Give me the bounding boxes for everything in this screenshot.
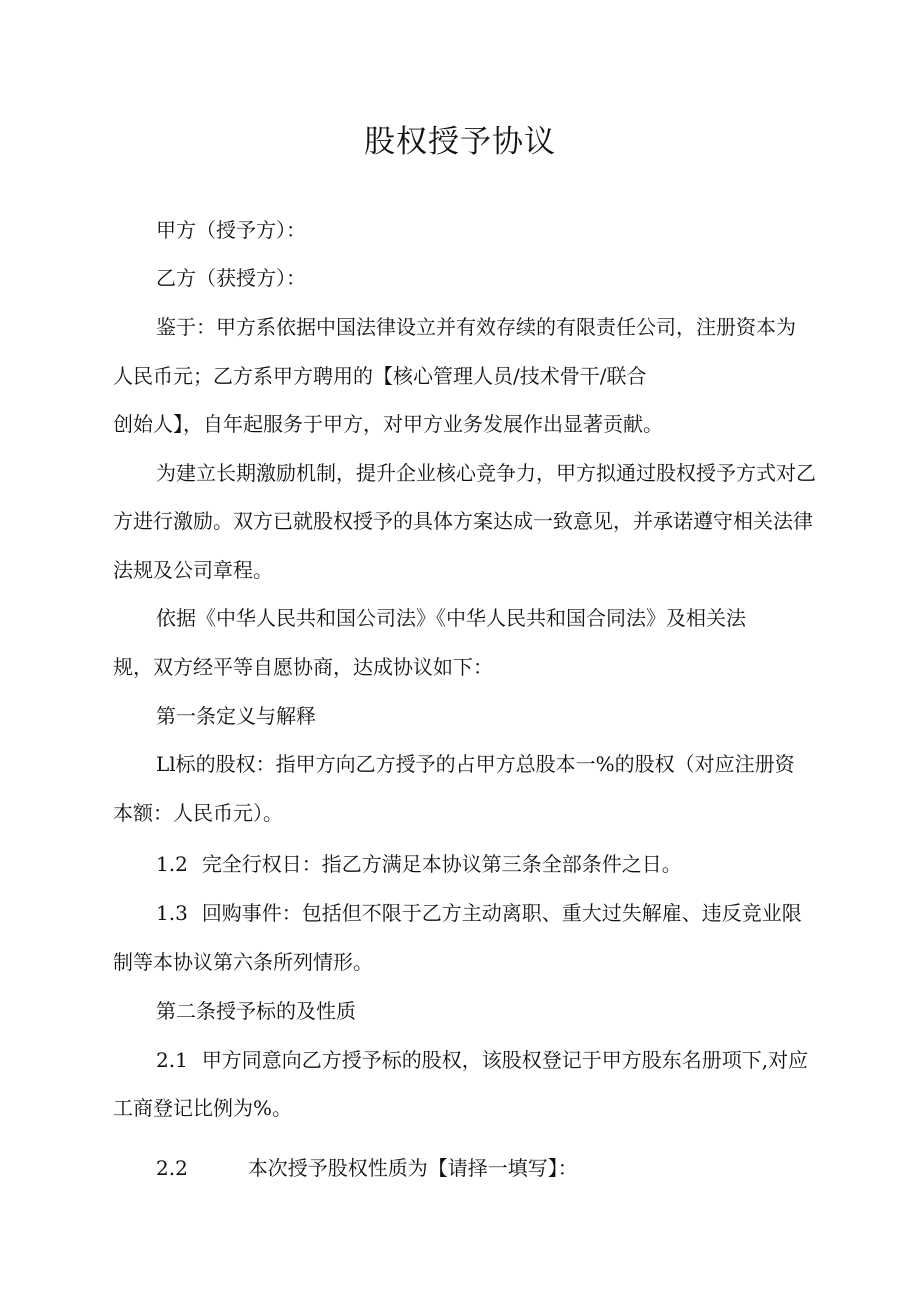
purpose-line: 法规及公司章程。 [113, 558, 273, 582]
party-b-line: 乙方（获授方）： [156, 266, 306, 290]
clause-text: 完全行权日：指乙方满足本协议第三条全部条件之日。 [201, 852, 682, 876]
clause-1-1-cont: 本额：人民币元）。 [113, 801, 283, 825]
clause-2-2 [156, 1154, 578, 1182]
article-1-heading: 第一条定义与解释 [156, 704, 316, 728]
recital-line: 人民币元；乙方系甲方聘用的【核心管理人员/技术骨干/联合 [113, 364, 647, 388]
basis-line: 规，双方经平等自愿协商，达成协议如下： [113, 655, 493, 679]
clause-1-3-cont: 制等本协议第六条所列情形。 [113, 950, 373, 974]
document-title: 股权授予协议 [364, 124, 556, 160]
party-a-line: 甲方（授予方）： [156, 218, 306, 242]
clause-number: 1.2 [156, 852, 188, 876]
basis-line: 依据《中华人民共和国公司法》《中华人民共和国合同法》及相关法 [156, 606, 746, 630]
clause-text: 甲方同意向乙方授予标的股权，该股权登记于甲方股东名册项下,对应 [201, 1048, 809, 1072]
clause-1-1: Ll标的股权：指甲方向乙方授予的占甲方总股本一%的股权（对应注册资 [156, 752, 795, 776]
clause-1-2 [156, 850, 682, 878]
article-2-heading: 第二条授予标的及性质 [156, 999, 356, 1023]
clause-text: 本次授予股权性质为【请择一填写】： [247, 1156, 578, 1180]
purpose-line: 为建立长期激励机制，提升企业核心竞争力，甲方拟通过股权授予方式对乙 [156, 461, 816, 485]
clause-1-3 [156, 899, 802, 927]
clause-2-1-cont: 工商登记比例为%。 [113, 1096, 293, 1120]
recital-line: 创始人】，自年起服务于甲方，对甲方业务发展作出显著贡献。 [113, 412, 663, 436]
clause-number: 2.2 [156, 1156, 188, 1180]
purpose-line: 方进行激励。双方已就股权授予的具体方案达成一致意见，并承诺遵守相关法律 [113, 509, 813, 533]
clause-number: 1.3 [156, 901, 188, 925]
clause-text: 回购事件：包括但不限于乙方主动离职、重大过失解雇、违反竞业限 [201, 901, 802, 925]
recital-line: 鉴于：甲方系依据中国法律设立并有效存续的有限责任公司，注册资本为 [156, 315, 796, 339]
clause-2-1 [156, 1046, 808, 1074]
clause-number: 2.1 [156, 1048, 188, 1072]
